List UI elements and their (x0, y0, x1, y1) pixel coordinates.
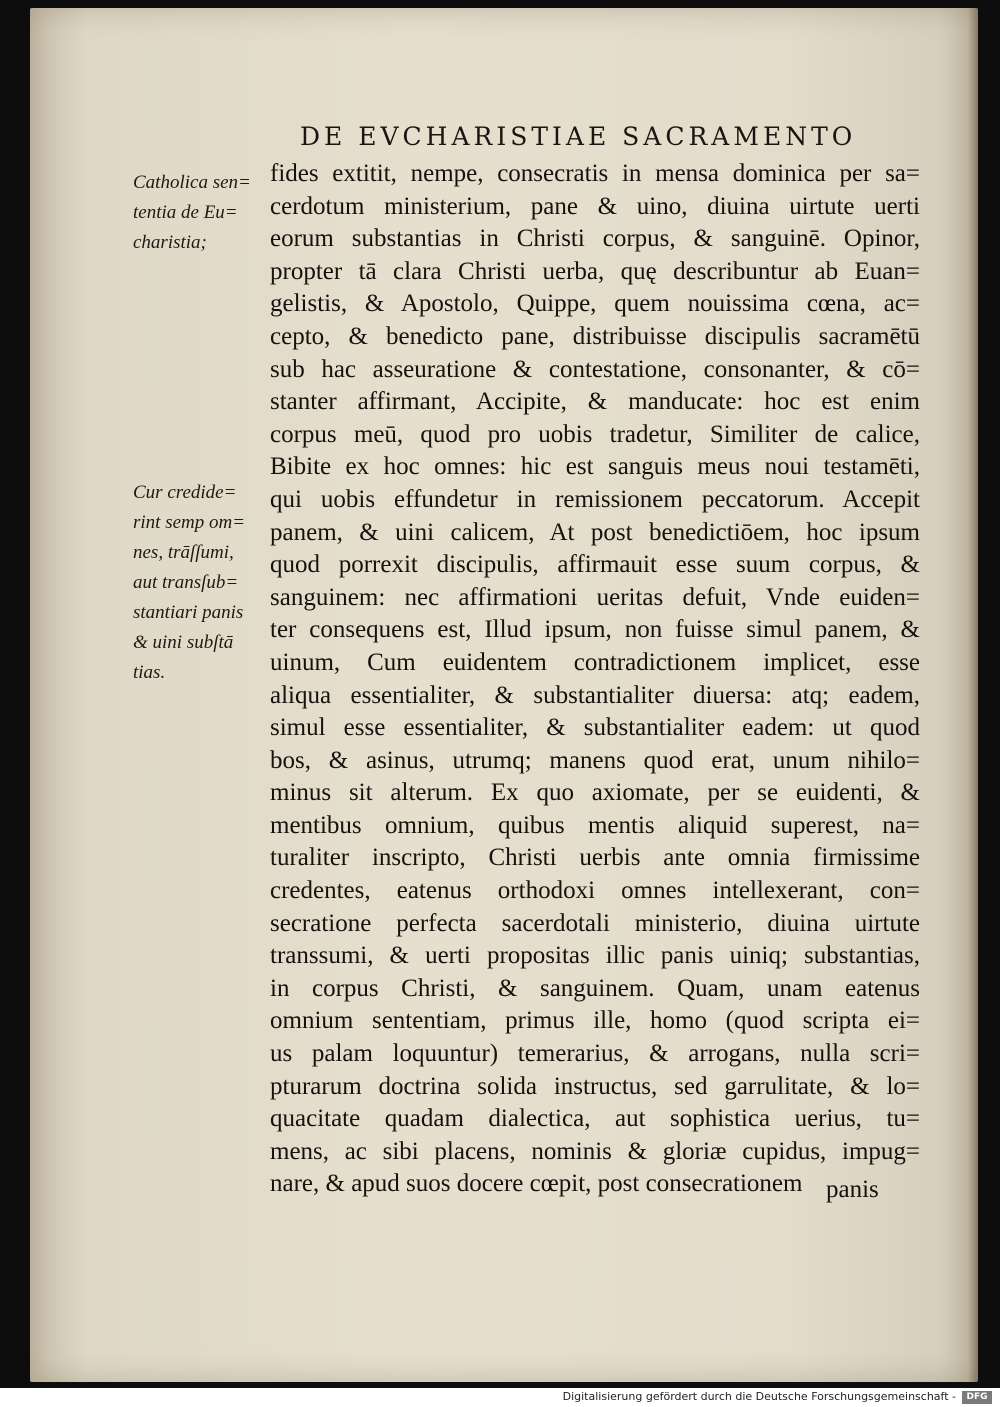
text-line: cepto, & benedicto pane, distribuisse discipulis sacramētū (270, 322, 920, 350)
page-edge-shadow (968, 8, 978, 1382)
marginal-note-line: stantiari panis (133, 602, 244, 623)
text-line: mentibus omnium, quibus mentis aliquid superest, na= (270, 811, 920, 839)
marginal-note-line: charistia; (133, 232, 207, 253)
text-line: simul esse essentialiter, & substantialiter eadem: ut quod (270, 714, 920, 742)
text-line: qui uobis effundetur in remissionem peccatorum. Accepit (270, 485, 920, 513)
text-line: panem, & uini calicem, At post benedictiōem, hoc ipsum (270, 518, 920, 546)
text-line: credentes, eatenus orthodoxi omnes intellexerant, con= (270, 877, 920, 905)
text-line: quod porrexit discipulis, affirmauit esse suum corpus, & (270, 551, 920, 579)
dfg-logo: DFG (962, 1391, 992, 1404)
text-line: bos, & asinus, utrumq; manens quod erat, unum nihilo= (270, 746, 920, 774)
text-line: ter consequens est, Illud ipsum, non fuisse simul panem, & (270, 616, 920, 644)
marginal-note-line: tias. (133, 662, 166, 683)
text-line: sanguinem: nec affirmationi ueritas defuit, Vnde euiden= (270, 583, 920, 611)
text-line: eorum substantias in Christi corpus, & sanguinē. Opinor, (270, 225, 920, 253)
marginal-note-line: Catholica sen= (133, 172, 251, 193)
marginal-note-line: rint semp om= (133, 512, 246, 533)
text-line: uinum, Cum euidentem contradictionem implicet, esse (270, 648, 920, 676)
text-line: transsumi, & uerti propositas illic panis uiniq; substantias, (270, 942, 920, 970)
text-line: stanter affirmant, Accipite, & manducate: hoc est enim (270, 388, 920, 416)
text-line: gelistis, & Apostolo, Quippe, quem nouissima cœna, ac= (270, 290, 920, 318)
marginal-note-line: tentia de Eu= (133, 202, 238, 223)
footer-bar (0, 1388, 1000, 1407)
marginal-note-cur-crediderint (133, 478, 268, 688)
text-line: Bibite ex hoc omnes: hic est sanguis meus noui testamēti, (270, 453, 920, 481)
text-line: corpus meū, quod pro uobis tradetur, Similiter de calice, (270, 420, 920, 448)
text-line: cerdotum ministerium, pane & uino, diuina uirtute uerti (270, 192, 920, 220)
text-line: omnium sententiam, primus ille, homo (quod scripta ei= (270, 1007, 920, 1035)
text-line: mens, ac sibi placens, nominis & gloriæ cupidus, impug= (270, 1137, 920, 1165)
text-line: secratione perfecta sacerdotali ministerio, diuina uirtute (270, 909, 920, 937)
funding-credit: Digitalisierung gefördert durch die Deutsche Forschungsgemeinschaft - (562, 1390, 956, 1403)
text-line: pturarum doctrina solida instructus, sed garrulitate, & lo= (270, 1072, 920, 1100)
body-text (270, 158, 920, 1201)
marginal-note-catholica (133, 168, 268, 258)
text-line: in corpus Christi, & sanguinem. Quam, unam eatenus (270, 974, 920, 1002)
text-line: sub hac asseuratione & contestatione, consonanter, & cō= (270, 355, 920, 383)
text-line: propter tā clara Christi uerba, quę describuntur ab Euan= (270, 257, 920, 285)
text-line: quacitate quadam dialectica, aut sophistica uerius, tu= (270, 1105, 920, 1133)
text-line: us palam loquuntur) temerarius, & arrogans, nulla scri= (270, 1040, 920, 1068)
marginal-note-line: Cur credide= (133, 482, 237, 503)
running-head: DE EVCHARISTIAE SACRAMENTO (300, 122, 857, 151)
text-line: minus sit alterum. Ex quo axiomate, per se euidenti, & (270, 779, 920, 807)
text-line: fides extitit, nempe, consecratis in mensa dominica per sa= (270, 160, 920, 187)
text-line: aliqua essentialiter, & substantialiter diuersa: atq; eadem, (270, 681, 920, 709)
marginal-note-line: nes, trāſſumi, (133, 542, 234, 563)
text-line: nare, & apud suos docere cœpit, post consecrationem (270, 1170, 803, 1198)
marginal-note-line: & uini subſtā (133, 632, 234, 653)
marginal-note-line: aut transſub= (133, 572, 239, 593)
catchword: panis (826, 1176, 879, 1203)
text-line: turaliter inscripto, Christi uerbis ante omnia firmissime (270, 844, 920, 872)
